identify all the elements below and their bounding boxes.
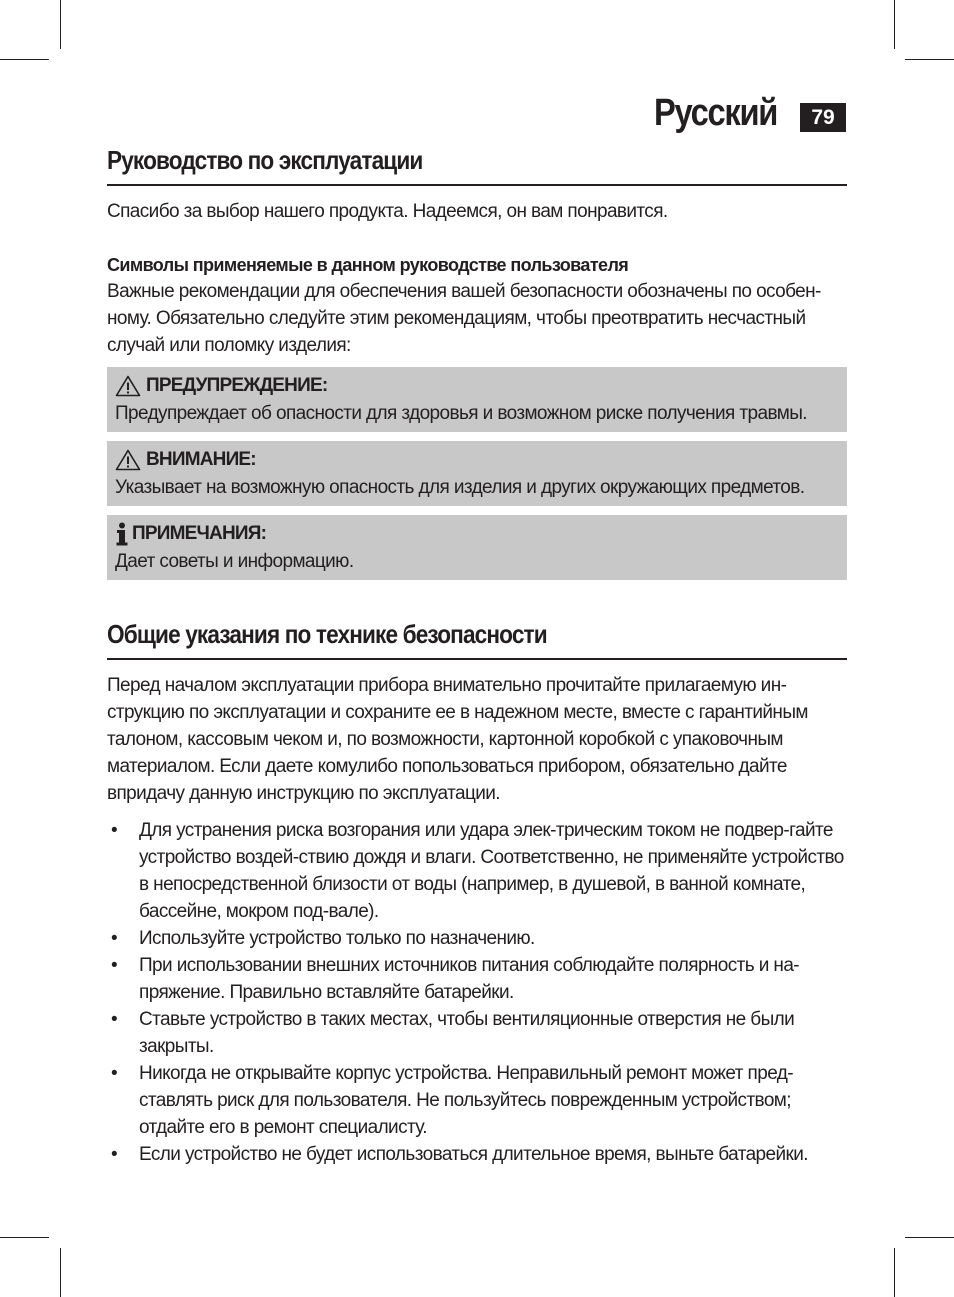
list-item: • Для устранения риска возгорания или удара элек-трическим током не подвер-гайте устройство воздей-ствию дождя и влаги. Соответственно, не применяйте устройство в непосредственной близости от воды (например, в душевой, в ванной комнате, бассейне, мокром под-вале). bbox=[107, 817, 847, 925]
bullet-icon: • bbox=[111, 820, 118, 841]
info-notice-heading: ПРИМЕЧАНИЯ: bbox=[132, 523, 267, 544]
intro-text: Спасибо за выбор нашего продукта. Надеемся, он вам понравится. bbox=[107, 201, 668, 222]
crop-mark bbox=[60, 0, 61, 49]
caution-notice-text: Указывает на возможную опасность для изделия и других окружающих предметов. bbox=[115, 477, 805, 498]
crop-mark bbox=[0, 59, 49, 60]
list-item: • Никогда не открывайте корпус устройства. Неправильный ремонт может пред-ставлять риск для пользователя. Не пользуйтесь поврежденным устройством; отдайте его в ремонт специалисту. bbox=[107, 1060, 847, 1141]
crop-mark bbox=[894, 0, 895, 49]
bullet-icon: • bbox=[111, 955, 118, 976]
section-title-manual: Руководство по эксплуатации bbox=[107, 140, 847, 186]
symbols-heading: Символы применяемые в данном руководстве пользователя bbox=[107, 255, 629, 275]
warning-triangle-icon bbox=[115, 375, 141, 397]
caution-notice-heading: ВНИМАНИЕ: bbox=[146, 449, 256, 470]
crop-mark bbox=[0, 1237, 49, 1238]
page-number: 79 bbox=[800, 103, 846, 132]
crop-mark bbox=[894, 1248, 895, 1297]
crop-mark bbox=[60, 1248, 61, 1297]
symbols-text: Важные рекомендации для обеспечения вашей безопасности обозначены по особен-ному. Обязательно следуйте этим рекомендациям, чтобы преотвратить несчастный случай или поломку изделия: bbox=[107, 281, 821, 356]
crop-mark bbox=[905, 59, 954, 60]
bullet-icon: • bbox=[111, 928, 118, 949]
bullet-icon: • bbox=[111, 1144, 118, 1165]
bullet-icon: • bbox=[111, 1063, 118, 1084]
language-title: Русский bbox=[653, 92, 777, 134]
warning-notice bbox=[107, 367, 847, 432]
list-item: • Если устройство не будет использоваться длительное время, выньте батарейки. bbox=[107, 1141, 847, 1168]
warning-notice-heading: ПРЕДУПРЕЖДЕНИЕ: bbox=[146, 375, 328, 396]
page-content bbox=[107, 140, 847, 1168]
section-title-safety: Общие указания по технике безопасности bbox=[107, 614, 847, 660]
caution-notice bbox=[107, 441, 847, 506]
list-item: • Используйте устройство только по назначению. bbox=[107, 925, 847, 952]
warning-notice-text: Предупреждает об опасности для здоровья и возможном риске получения травмы. bbox=[115, 403, 807, 424]
safety-list bbox=[107, 817, 847, 1168]
info-icon bbox=[115, 522, 129, 546]
list-item: • Ставьте устройство в таких местах, чтобы вентиляционные отверстия не были закрыты. bbox=[107, 1006, 847, 1060]
list-item: • При использовании внешних источников питания соблюдайте полярность и на-пряжение. Правильно вставляйте батарейки. bbox=[107, 952, 847, 1006]
bullet-icon: • bbox=[111, 1009, 118, 1030]
info-notice-text: Дает советы и информацию. bbox=[115, 551, 354, 572]
crop-mark bbox=[905, 1237, 954, 1238]
info-notice bbox=[107, 515, 847, 580]
warning-triangle-icon bbox=[115, 449, 141, 471]
safety-intro-text: Перед началом эксплуатации прибора внимательно прочитайте прилагаемую ин-струкцию по эксплуатации и сохраните ее в надежном месте, вместе с гарантийным талоном, кассовым чеком и, по возможности, картонной коробкой с упаковочным материалом. Если даете комулибо попользоваться прибором, обязательно дайте впридачу данную инструкцию по эксплуатации. bbox=[107, 675, 808, 804]
